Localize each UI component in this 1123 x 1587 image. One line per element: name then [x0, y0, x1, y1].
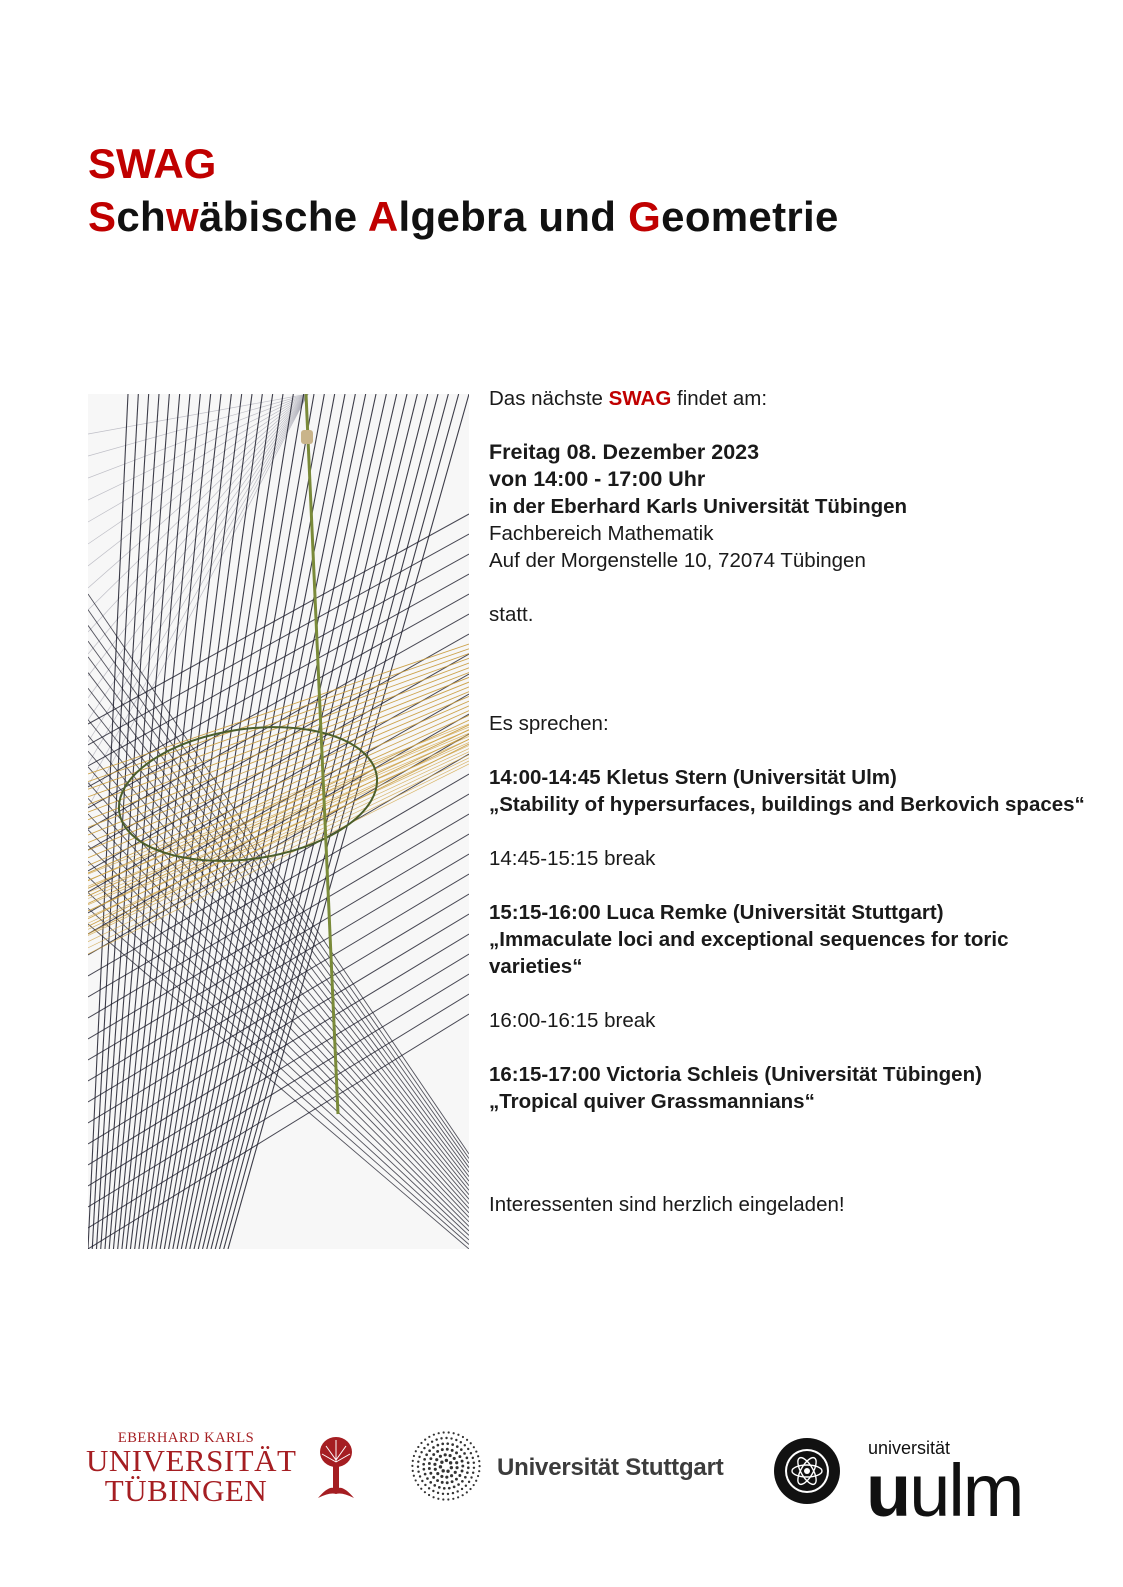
- title-part: eometrie: [661, 192, 839, 240]
- bead-shape: [301, 430, 313, 444]
- ulm-logo-big: [866, 1448, 1022, 1533]
- dot-mark: [435, 1458, 438, 1461]
- dot-mark: [434, 1468, 437, 1471]
- tuebingen-logo-bottom: TÜBINGEN: [104, 1473, 268, 1508]
- dot-mark: [446, 1442, 449, 1445]
- dot-mark: [446, 1448, 449, 1451]
- dot-mark: [420, 1442, 422, 1444]
- dot-mark: [436, 1472, 439, 1475]
- dot-mark: [448, 1431, 450, 1433]
- dot-mark: [456, 1490, 458, 1492]
- dot-mark: [445, 1437, 447, 1439]
- dot-mark: [461, 1465, 464, 1468]
- dot-mark: [470, 1452, 472, 1454]
- dot-mark: [413, 1475, 415, 1477]
- dot-mark: [428, 1487, 430, 1489]
- dot-mark: [451, 1443, 454, 1446]
- dot-mark: [446, 1470, 449, 1473]
- dot-mark: [466, 1457, 469, 1460]
- page-title-short: SWAG: [88, 140, 217, 187]
- dot-mark: [458, 1474, 461, 1477]
- intro-swag: SWAG: [608, 387, 672, 410]
- event-statt: statt.: [489, 603, 534, 626]
- dot-mark: [452, 1492, 454, 1494]
- dot-mark: [431, 1440, 433, 1442]
- dot-mark: [466, 1471, 469, 1474]
- dot-mark: [466, 1491, 468, 1493]
- dot-mark: [426, 1477, 429, 1480]
- dot-mark: [457, 1434, 459, 1436]
- dot-mark: [451, 1480, 454, 1483]
- dot-mark: [452, 1498, 454, 1500]
- dot-mark: [436, 1479, 439, 1482]
- dot-mark: [470, 1442, 472, 1444]
- intro-text: Das nächste: [489, 387, 609, 410]
- speakers-heading: Es sprechen:: [489, 712, 609, 735]
- dot-mark: [424, 1473, 427, 1476]
- dot-mark: [454, 1471, 457, 1474]
- dot-mark: [473, 1462, 475, 1464]
- dot-mark: [478, 1465, 480, 1467]
- string-line: [88, 682, 469, 835]
- dot-mark: [424, 1439, 426, 1441]
- dot-mark: [461, 1470, 464, 1473]
- dot-mark: [441, 1469, 444, 1472]
- dot-mark: [442, 1493, 444, 1495]
- dot-mark: [472, 1457, 474, 1459]
- dot-mark: [467, 1448, 469, 1450]
- dot-mark: [475, 1480, 477, 1482]
- invitation-text: Interessenten sind herzlich eingeladen!: [489, 1193, 845, 1216]
- dot-mark: [419, 1475, 421, 1477]
- string-line: [88, 749, 469, 924]
- tuebingen-logo: [86, 1430, 297, 1508]
- dot-mark: [441, 1481, 444, 1484]
- dot-mark: [418, 1456, 420, 1458]
- dot-mark: [475, 1450, 477, 1452]
- dot-mark: [455, 1451, 458, 1454]
- string-art-graphic: [88, 394, 469, 1249]
- dot-mark: [455, 1461, 458, 1464]
- dot-mark: [453, 1457, 456, 1460]
- dot-mark: [433, 1484, 436, 1487]
- string-line: [113, 394, 190, 1249]
- dot-mark: [462, 1436, 464, 1438]
- dot-mark: [447, 1493, 449, 1495]
- event-address: Auf der Morgenstelle 10, 72074 Tübingen: [489, 549, 866, 572]
- dot-mark: [457, 1496, 459, 1498]
- dot-mark: [428, 1449, 431, 1452]
- string-line: [156, 394, 293, 1249]
- talk-slot: 15:15-16:00 Luca Remke (Universität Stuttgart): [489, 901, 944, 924]
- tuebingen-logo-middle: UNIVERSITÄT: [86, 1443, 297, 1478]
- dot-mark: [455, 1478, 458, 1481]
- dot-mark: [453, 1432, 455, 1434]
- dot-mark: [411, 1465, 413, 1467]
- ulm-logo-rest: ulm: [909, 1449, 1023, 1532]
- dot-mark: [432, 1453, 435, 1456]
- palm-tree-icon: [312, 1434, 360, 1504]
- event-time: von 14:00 - 17:00 Uhr: [489, 467, 706, 491]
- ulm-seal-icon: [772, 1436, 842, 1506]
- dot-mark: [470, 1476, 472, 1478]
- dot-mark: [442, 1498, 444, 1500]
- ulm-logo-small: universität: [868, 1438, 951, 1458]
- dot-mark: [438, 1486, 441, 1489]
- dot-mark: [423, 1458, 426, 1461]
- dot-mark: [417, 1470, 419, 1472]
- event-department: Fachbereich Mathematik: [489, 522, 714, 545]
- dot-mark: [444, 1453, 447, 1456]
- talk-title: „Tropical quiver Grassmannians“: [489, 1090, 815, 1113]
- string-line: [88, 574, 469, 787]
- title-part: äbische: [198, 192, 368, 240]
- dot-mark: [455, 1439, 457, 1441]
- dot-mark: [465, 1485, 467, 1487]
- dot-mark: [473, 1446, 475, 1448]
- break-item: 14:45-15:15 break: [489, 847, 656, 870]
- string-line: [92, 394, 138, 1249]
- dot-mark: [433, 1434, 435, 1436]
- dot-mark: [420, 1451, 422, 1453]
- dot-mark: [429, 1481, 432, 1484]
- dot-mark: [477, 1455, 479, 1457]
- dot-mark: [422, 1463, 425, 1466]
- title-block: [88, 138, 839, 243]
- dot-mark: [461, 1460, 464, 1463]
- title-part: ch: [116, 192, 166, 240]
- dot-mark: [447, 1498, 449, 1500]
- string-line: [164, 394, 314, 1249]
- string-line: [88, 783, 469, 1209]
- string-line: [88, 754, 469, 976]
- dot-mark: [412, 1460, 414, 1462]
- stuttgart-logo-text: Universität Stuttgart: [497, 1454, 724, 1481]
- dot-mark: [429, 1457, 432, 1460]
- ulm-logo-u: u: [866, 1449, 910, 1532]
- dot-mark: [439, 1465, 442, 1468]
- dot-mark: [428, 1462, 431, 1465]
- dot-mark: [423, 1447, 425, 1449]
- dot-mark: [437, 1444, 440, 1447]
- dot-mark: [420, 1488, 422, 1490]
- dot-mark: [469, 1488, 471, 1490]
- dot-mark: [415, 1479, 417, 1481]
- dot-mark: [453, 1486, 456, 1489]
- talk-title: „Immaculate loci and exceptional sequences for toric varieties“: [489, 928, 1009, 978]
- title-part: lgebra und: [398, 192, 629, 240]
- talk-slot: 16:15-17:00 Victoria Schleis (Universität Tübingen): [489, 1063, 982, 1086]
- dot-mark: [448, 1487, 451, 1490]
- dot-mark: [478, 1470, 480, 1472]
- dot-mark: [424, 1491, 426, 1493]
- dot-mark: [432, 1476, 435, 1479]
- string-line: [198, 394, 396, 1249]
- dot-mark: [436, 1450, 439, 1453]
- dot-mark: [440, 1437, 442, 1439]
- dot-mark: [457, 1483, 460, 1486]
- dot-mark: [472, 1472, 474, 1474]
- string-art-image: [88, 394, 469, 1249]
- dot-mark: [415, 1450, 417, 1452]
- event-date: Freitag 08. Dezember 2023: [489, 440, 760, 464]
- dot-mark: [461, 1488, 463, 1490]
- dot-mark: [440, 1460, 443, 1463]
- dot-mark: [425, 1453, 428, 1456]
- dot-mark: [450, 1437, 452, 1439]
- dot-mark: [467, 1466, 470, 1469]
- dot-mark: [473, 1484, 475, 1486]
- dot-mark: [427, 1443, 429, 1445]
- dot-mark: [429, 1472, 432, 1475]
- dot-mark: [428, 1467, 431, 1470]
- stuttgart-dots-icon: [410, 1430, 482, 1502]
- dot-mark: [466, 1439, 468, 1441]
- dot-mark: [449, 1461, 452, 1464]
- talk-title: „Stability of hypersurfaces, buildings and Berkovich spaces“: [489, 793, 1085, 816]
- dot-mark: [451, 1449, 454, 1452]
- dot-mark: [449, 1454, 452, 1457]
- dot-mark: [462, 1494, 464, 1496]
- dot-mark: [438, 1432, 440, 1434]
- dot-mark: [445, 1476, 448, 1479]
- dot-mark: [467, 1461, 470, 1464]
- event-venue: in der Eberhard Karls Universität Tübingen: [489, 495, 908, 518]
- dot-mark: [433, 1463, 436, 1466]
- dot-mark: [440, 1475, 443, 1478]
- dot-mark: [412, 1470, 414, 1472]
- tuebingen-logo-top: EBERHARD KARLS: [117, 1430, 255, 1446]
- dot-mark: [428, 1494, 430, 1496]
- dot-mark: [417, 1446, 419, 1448]
- dot-mark: [443, 1431, 445, 1433]
- dot-mark: [468, 1481, 470, 1483]
- dot-mark: [473, 1467, 475, 1469]
- page-title-long: [88, 191, 839, 244]
- dot-mark: [464, 1476, 467, 1479]
- break-item: 16:00-16:15 break: [489, 1009, 656, 1032]
- string-line: [88, 394, 308, 610]
- footer-logos: [0, 1420, 1123, 1532]
- dot-mark: [458, 1455, 461, 1458]
- dot-mark: [478, 1460, 480, 1462]
- intro-line: [489, 385, 1089, 412]
- dot-mark: [446, 1481, 449, 1484]
- dot-mark: [441, 1448, 444, 1451]
- dot-mark: [455, 1466, 458, 1469]
- dot-mark: [456, 1445, 459, 1448]
- dot-mark: [439, 1455, 442, 1458]
- dot-mark: [477, 1475, 479, 1477]
- dot-mark: [421, 1480, 423, 1482]
- dot-mark: [450, 1474, 453, 1477]
- dot-mark: [417, 1466, 419, 1468]
- dot-mark: [450, 1466, 453, 1469]
- dot-mark: [428, 1436, 430, 1438]
- dot-mark: [443, 1487, 446, 1490]
- dot-mark: [461, 1480, 464, 1483]
- title-part: A: [367, 192, 399, 240]
- title-part: S: [88, 192, 117, 240]
- string-line: [88, 715, 469, 888]
- event-info: [489, 385, 1089, 1218]
- title-part: w: [165, 192, 199, 240]
- dot-mark: [445, 1459, 448, 1462]
- dot-mark: [437, 1492, 439, 1494]
- dot-mark: [432, 1496, 434, 1498]
- string-line: [88, 861, 469, 1231]
- dot-mark: [437, 1498, 439, 1500]
- title-part: G: [628, 192, 662, 240]
- dot-mark: [435, 1438, 437, 1440]
- dot-mark: [424, 1484, 426, 1486]
- dot-mark: [417, 1460, 419, 1462]
- dot-mark: [464, 1444, 466, 1446]
- dot-mark: [441, 1442, 444, 1445]
- string-line: [88, 727, 469, 880]
- dot-mark: [460, 1448, 463, 1451]
- dot-mark: [422, 1468, 425, 1471]
- string-line: [88, 673, 469, 1177]
- string-line: [88, 534, 469, 745]
- string-line: [224, 394, 459, 1249]
- dot-mark: [463, 1452, 466, 1455]
- dot-mark: [432, 1490, 434, 1492]
- dot-mark: [413, 1455, 415, 1457]
- talk-slot: 14:00-14:45 Kletus Stern (Universität Ulm): [489, 766, 897, 789]
- dot-mark: [460, 1441, 462, 1443]
- intro-text-after: findet am:: [671, 387, 768, 410]
- dot-mark: [432, 1446, 435, 1449]
- dot-mark: [417, 1484, 419, 1486]
